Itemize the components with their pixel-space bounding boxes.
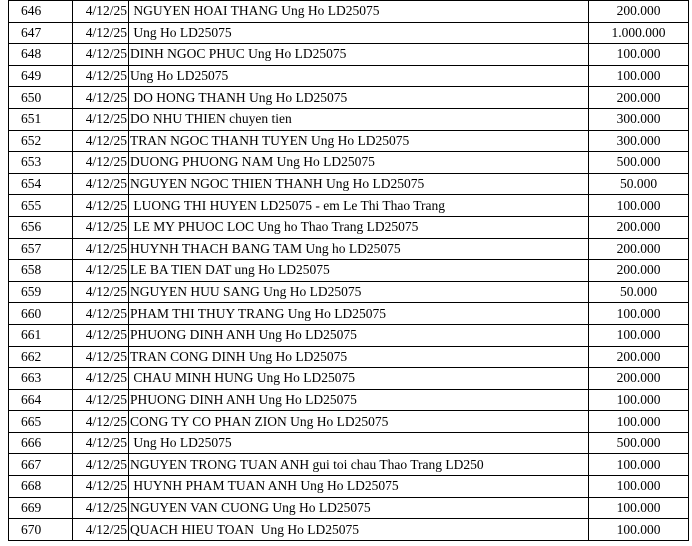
row-number-cell: 651 [9,108,73,130]
row-number-cell: 646 [9,1,73,23]
table-row [9,65,689,87]
date-cell: 4/12/25 [73,303,129,325]
description-cell: DO HONG THANH Ung Ho LD25075 [129,87,589,109]
transaction-table-body [9,1,689,541]
description-cell: PHUONG DINH ANH Ung Ho LD25075 [129,389,589,411]
row-number-cell: 661 [9,324,73,346]
row-number-cell: 670 [9,519,73,541]
date-cell: 4/12/25 [73,260,129,282]
description-cell: QUACH HIEU TOAN Ung Ho LD25075 [129,519,589,541]
date-cell: 4/12/25 [73,411,129,433]
description-cell: Ung Ho LD25075 [129,432,589,454]
description-cell: Ung Ho LD25075 [129,65,589,87]
table-row [9,281,689,303]
date-cell: 4/12/25 [73,324,129,346]
table-row [9,346,689,368]
description-cell: Ung Ho LD25075 [129,22,589,44]
date-cell: 4/12/25 [73,130,129,152]
table-row [9,87,689,109]
row-number-cell: 653 [9,152,73,174]
description-cell: NGUYEN TRONG TUAN ANH gui toi chau Thao Trang LD250 [129,454,589,476]
table-row [9,519,689,541]
table-row [9,216,689,238]
table-row [9,324,689,346]
description-cell: HUYNH THACH BANG TAM Ung ho LD25075 [129,238,589,260]
row-number-cell: 668 [9,476,73,498]
description-cell: DUONG PHUONG NAM Ung Ho LD25075 [129,152,589,174]
amount-cell: 100.000 [589,454,689,476]
description-cell: PHAM THI THUY TRANG Ung Ho LD25075 [129,303,589,325]
amount-cell: 300.000 [589,108,689,130]
description-cell: NGUYEN NGOC THIEN THANH Ung Ho LD25075 [129,173,589,195]
description-cell: CONG TY CO PHAN ZION Ung Ho LD25075 [129,411,589,433]
amount-cell: 100.000 [589,497,689,519]
amount-cell: 200.000 [589,216,689,238]
transaction-table [8,0,689,541]
table-row [9,130,689,152]
row-number-cell: 660 [9,303,73,325]
amount-cell: 50.000 [589,281,689,303]
table-row [9,411,689,433]
table-row [9,44,689,66]
amount-cell: 200.000 [589,1,689,23]
table-row [9,476,689,498]
row-number-cell: 654 [9,173,73,195]
row-number-cell: 667 [9,454,73,476]
row-number-cell: 647 [9,22,73,44]
date-cell: 4/12/25 [73,454,129,476]
row-number-cell: 665 [9,411,73,433]
row-number-cell: 658 [9,260,73,282]
description-cell: CHAU MINH HUNG Ung Ho LD25075 [129,368,589,390]
amount-cell: 100.000 [589,195,689,217]
date-cell: 4/12/25 [73,195,129,217]
row-number-cell: 663 [9,368,73,390]
date-cell: 4/12/25 [73,368,129,390]
row-number-cell: 662 [9,346,73,368]
row-number-cell: 664 [9,389,73,411]
amount-cell: 100.000 [589,411,689,433]
date-cell: 4/12/25 [73,152,129,174]
table-row [9,454,689,476]
row-number-cell: 648 [9,44,73,66]
table-row [9,108,689,130]
description-cell: DO NHU THIEN chuyen tien [129,108,589,130]
table-row [9,238,689,260]
date-cell: 4/12/25 [73,173,129,195]
row-number-cell: 657 [9,238,73,260]
row-number-cell: 649 [9,65,73,87]
amount-cell: 100.000 [589,476,689,498]
description-cell: NGUYEN HOAI THANG Ung Ho LD25075 [129,1,589,23]
date-cell: 4/12/25 [73,65,129,87]
amount-cell: 200.000 [589,368,689,390]
description-cell: HUYNH PHAM TUAN ANH Ung Ho LD25075 [129,476,589,498]
date-cell: 4/12/25 [73,432,129,454]
date-cell: 4/12/25 [73,1,129,23]
date-cell: 4/12/25 [73,519,129,541]
row-number-cell: 666 [9,432,73,454]
row-number-cell: 669 [9,497,73,519]
amount-cell: 200.000 [589,87,689,109]
description-cell: TRAN CONG DINH Ung Ho LD25075 [129,346,589,368]
date-cell: 4/12/25 [73,87,129,109]
description-cell: PHUONG DINH ANH Ung Ho LD25075 [129,324,589,346]
amount-cell: 50.000 [589,173,689,195]
table-row [9,432,689,454]
table-row [9,389,689,411]
amount-cell: 100.000 [589,303,689,325]
description-cell: DINH NGOC PHUC Ung Ho LD25075 [129,44,589,66]
table-row [9,1,689,23]
description-cell: LE MY PHUOC LOC Ung ho Thao Trang LD25075 [129,216,589,238]
table-row [9,303,689,325]
amount-cell: 300.000 [589,130,689,152]
amount-cell: 100.000 [589,65,689,87]
date-cell: 4/12/25 [73,44,129,66]
table-row [9,368,689,390]
date-cell: 4/12/25 [73,497,129,519]
row-number-cell: 652 [9,130,73,152]
date-cell: 4/12/25 [73,476,129,498]
date-cell: 4/12/25 [73,346,129,368]
amount-cell: 100.000 [589,519,689,541]
amount-cell: 100.000 [589,44,689,66]
table-row [9,260,689,282]
amount-cell: 100.000 [589,324,689,346]
table-row [9,22,689,44]
date-cell: 4/12/25 [73,108,129,130]
description-cell: NGUYEN HUU SANG Ung Ho LD25075 [129,281,589,303]
table-row [9,195,689,217]
row-number-cell: 659 [9,281,73,303]
date-cell: 4/12/25 [73,22,129,44]
row-number-cell: 655 [9,195,73,217]
date-cell: 4/12/25 [73,238,129,260]
row-number-cell: 656 [9,216,73,238]
description-cell: LE BA TIEN DAT ung Ho LD25075 [129,260,589,282]
row-number-cell: 650 [9,87,73,109]
amount-cell: 200.000 [589,260,689,282]
description-cell: NGUYEN VAN CUONG Ung Ho LD25075 [129,497,589,519]
description-cell: LUONG THI HUYEN LD25075 - em Le Thi Thao Trang [129,195,589,217]
date-cell: 4/12/25 [73,281,129,303]
amount-cell: 200.000 [589,346,689,368]
amount-cell: 500.000 [589,432,689,454]
date-cell: 4/12/25 [73,389,129,411]
table-row [9,497,689,519]
amount-cell: 1.000.000 [589,22,689,44]
date-cell: 4/12/25 [73,216,129,238]
table-row [9,173,689,195]
table-row [9,152,689,174]
amount-cell: 100.000 [589,389,689,411]
amount-cell: 500.000 [589,152,689,174]
amount-cell: 200.000 [589,238,689,260]
description-cell: TRAN NGOC THANH TUYEN Ung Ho LD25075 [129,130,589,152]
